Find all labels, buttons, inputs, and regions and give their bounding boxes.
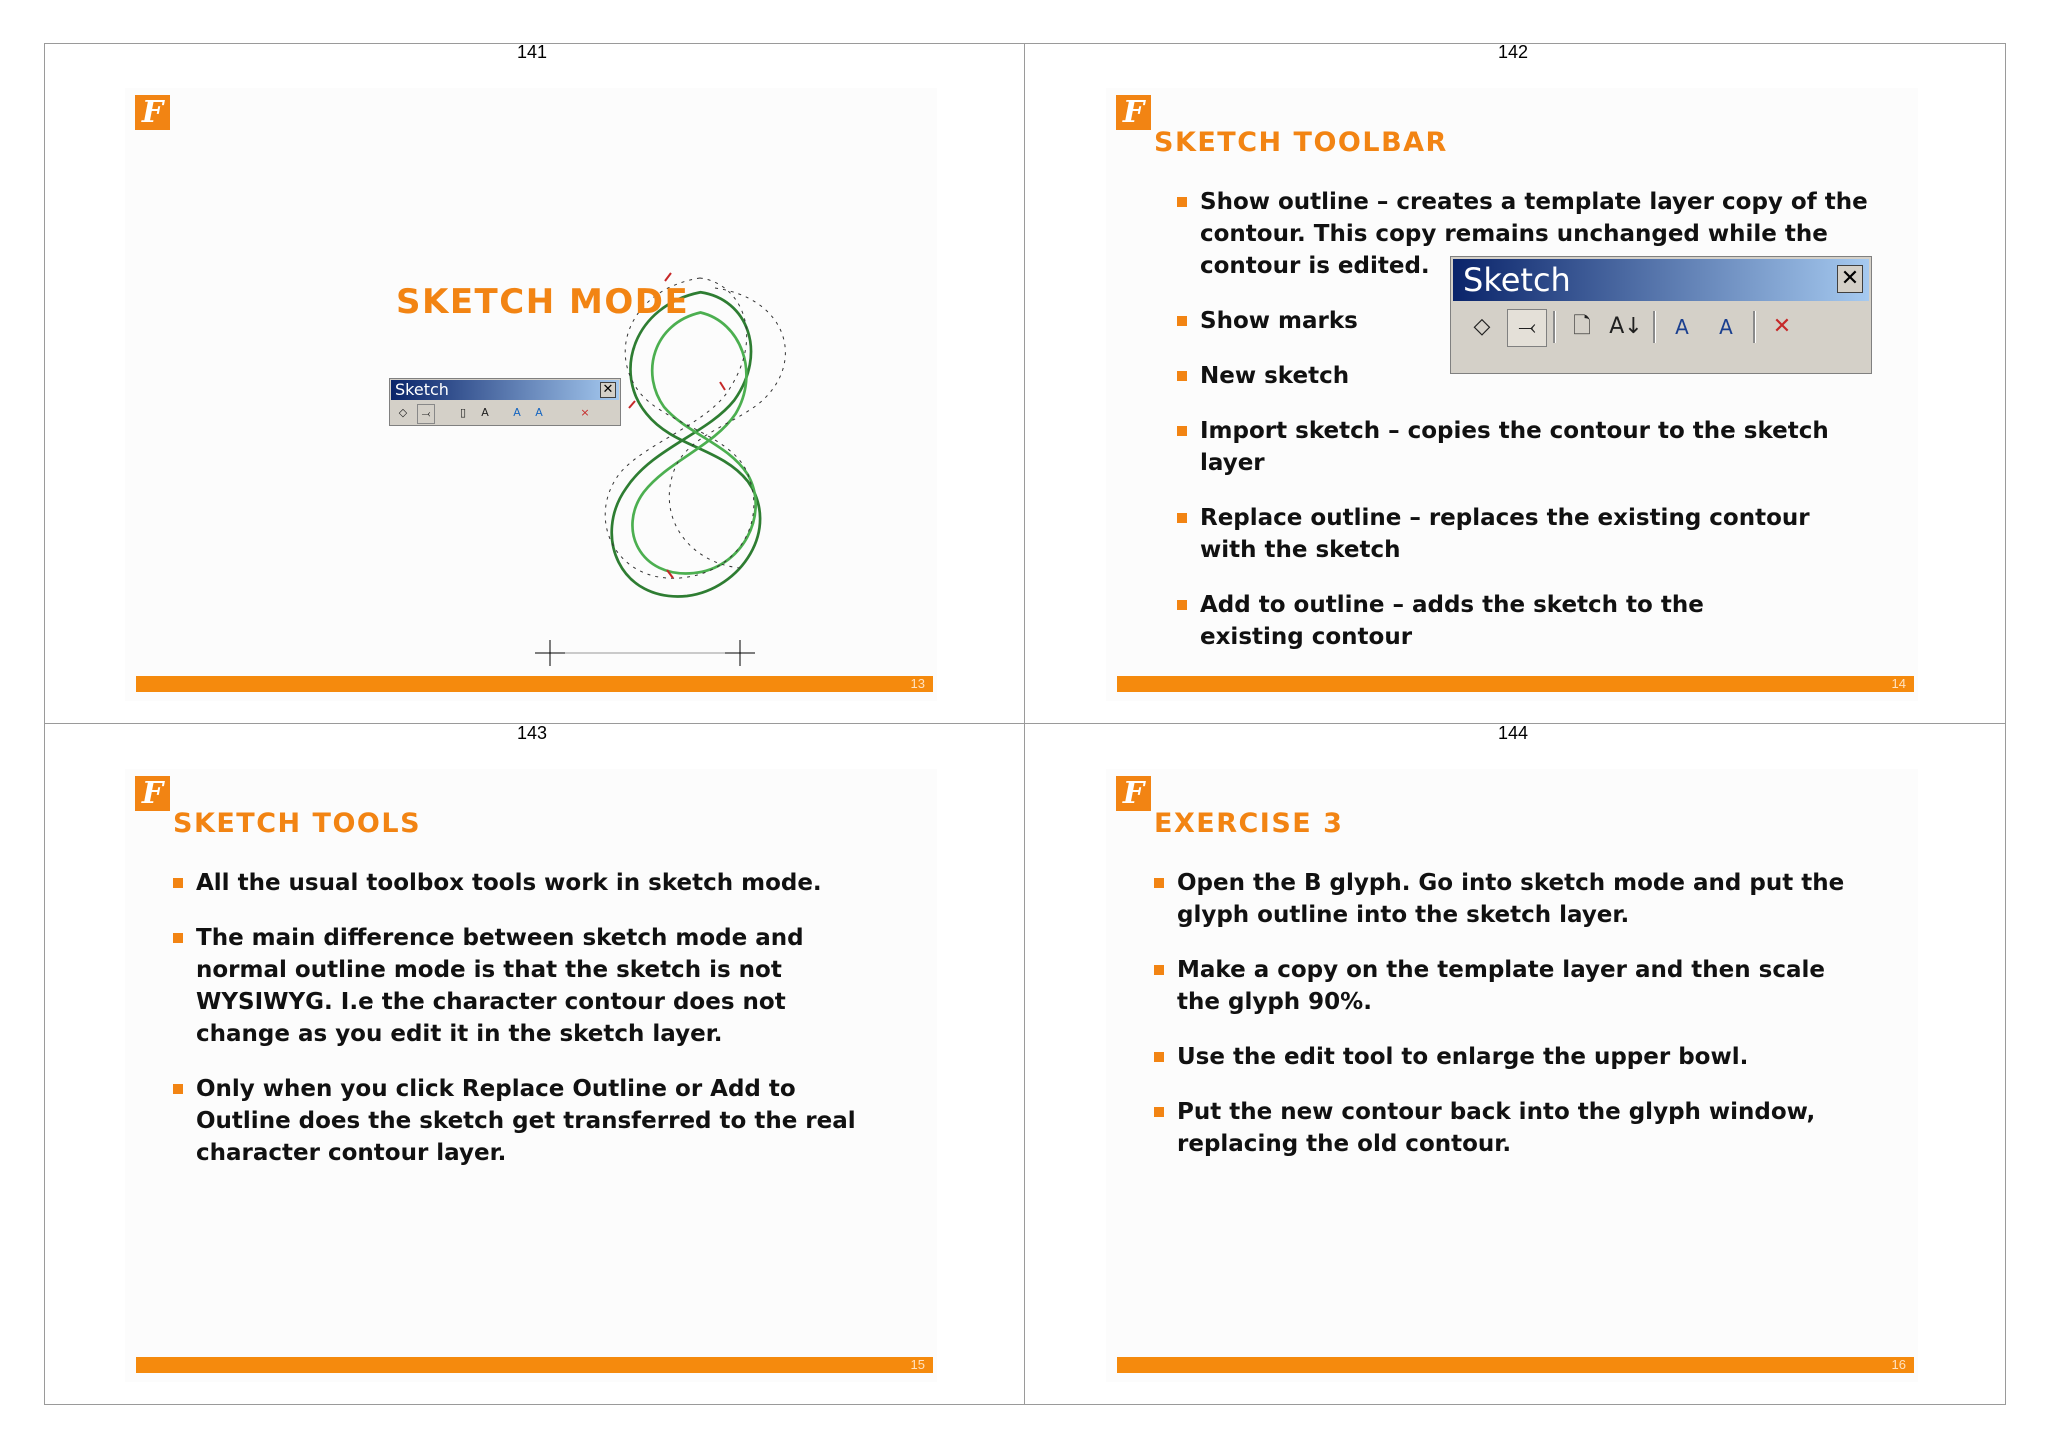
page-number-142: 142 xyxy=(1497,42,1529,62)
slide-16 xyxy=(1106,769,1918,1382)
show-marks-icon[interactable]: ⤙ xyxy=(417,404,435,424)
slide-number: 16 xyxy=(1891,1357,1906,1372)
bullet-open-b-glyph: Open the B glyph. Go into sketch mode and put the glyph outline into the sketch layer. xyxy=(1154,867,1907,931)
bullet-toolbox-tools: All the usual toolbox tools work in sketch mode. xyxy=(173,867,863,899)
fontlab-logo-icon: F xyxy=(135,95,170,130)
toolbar-buttons xyxy=(1457,307,1865,347)
slide-number: 15 xyxy=(910,1357,925,1372)
fontlab-logo-icon: F xyxy=(1116,95,1151,130)
slide-14-title: SKETCH TOOLBAR xyxy=(1154,127,1448,158)
sketch-toolbar-small xyxy=(389,378,621,426)
replace-outline-icon[interactable]: A xyxy=(513,406,521,419)
replace-outline-icon[interactable]: A xyxy=(1675,315,1689,339)
horizontal-divider xyxy=(44,723,2006,724)
bullet-line: Show outline – creates a template layer copy of the xyxy=(1200,189,1868,215)
toolbar-separator xyxy=(1553,311,1556,343)
bullet-edit-tool: Use the edit tool to enlarge the upper bowl. xyxy=(1154,1041,1884,1073)
slide-16-title: EXERCISE 3 xyxy=(1154,808,1344,839)
add-to-outline-icon[interactable]: A xyxy=(1719,315,1733,339)
vertical-divider xyxy=(1024,43,1025,1405)
slide-16-bullet-list xyxy=(1154,867,1884,1183)
slide-14 xyxy=(1106,88,1918,701)
page-number-141: 141 xyxy=(516,42,548,62)
show-outline-icon[interactable]: ◇ xyxy=(1473,314,1491,339)
toolbar-title: Sketch xyxy=(1463,261,1571,299)
page-number-144: 144 xyxy=(1497,723,1529,743)
slide-number: 14 xyxy=(1891,676,1906,691)
toolbar-separator xyxy=(1653,311,1656,343)
show-outline-icon[interactable]: ◇ xyxy=(398,406,408,419)
slide-15 xyxy=(125,769,937,1382)
sketch-toolbar xyxy=(1450,256,1872,374)
new-sketch-icon[interactable]: 🗋 xyxy=(1573,314,1591,339)
slide-14-footer-bar xyxy=(1117,676,1914,692)
bullet-line: contour. This copy remains unchanged while the xyxy=(1200,221,1828,247)
slide-13-footer-bar xyxy=(136,676,933,692)
delete-icon[interactable]: × xyxy=(580,406,590,419)
toolbar-title: Sketch xyxy=(395,380,449,399)
bullet-import-sketch: Import sketch – copies the contour to the sketch layer xyxy=(1177,415,1880,479)
bullet-replace-or-add: Only when you click Replace Outline or Add to Outline does the sketch get transferred to the real character contour layer. xyxy=(173,1073,896,1169)
slide-13 xyxy=(125,88,937,701)
slide-16-footer-bar xyxy=(1117,1357,1914,1373)
slide-15-footer-bar xyxy=(136,1357,933,1373)
bullet-line: contour is edited. xyxy=(1200,253,1430,279)
bullet-new-sketch: New sketch xyxy=(1177,360,1877,392)
fontlab-logo-icon: F xyxy=(1116,776,1151,811)
import-sketch-icon[interactable]: A xyxy=(481,406,489,419)
import-sketch-icon[interactable]: A↓ xyxy=(1609,314,1643,339)
slide-15-title: SKETCH TOOLS xyxy=(173,808,422,839)
fontlab-logo-icon: F xyxy=(135,776,170,811)
bullet-main-difference: The main difference between sketch mode and normal outline mode is that the sketch is not WYSIWYG. I.e the character contour does not change as you edit it in the sketch layer. xyxy=(173,922,836,1050)
bullet-show-marks: Show marks xyxy=(1177,305,1877,337)
bullet-replace-outline: Replace outline – replaces the existing contour with the sketch xyxy=(1177,502,1820,566)
toolbar-buttons xyxy=(393,403,617,423)
close-icon[interactable]: ✕ xyxy=(1837,265,1863,293)
new-sketch-icon[interactable]: ▯ xyxy=(459,406,467,419)
bullet-put-contour-back: Put the new contour back into the glyph window, replacing the old contour. xyxy=(1154,1096,1817,1160)
slide-13-title: SKETCH MODE xyxy=(396,282,690,322)
slide-15-bullet-list xyxy=(173,867,863,1192)
toolbar-separator xyxy=(1753,311,1756,343)
toolbar-titlebar xyxy=(391,380,619,400)
add-to-outline-icon[interactable]: A xyxy=(535,406,543,419)
show-marks-icon[interactable]: ⤙ xyxy=(1507,309,1547,347)
bullet-add-to-outline: Add to outline – adds the sketch to the existing contour xyxy=(1177,589,1800,653)
close-icon[interactable]: ✕ xyxy=(600,382,616,398)
page-number-143: 143 xyxy=(516,723,548,743)
slide-number: 13 xyxy=(910,676,925,691)
delete-icon[interactable]: ✕ xyxy=(1772,314,1792,339)
toolbar-titlebar xyxy=(1453,259,1869,301)
bullet-make-copy: Make a copy on the template layer and then scale the glyph 90%. xyxy=(1154,954,1867,1018)
